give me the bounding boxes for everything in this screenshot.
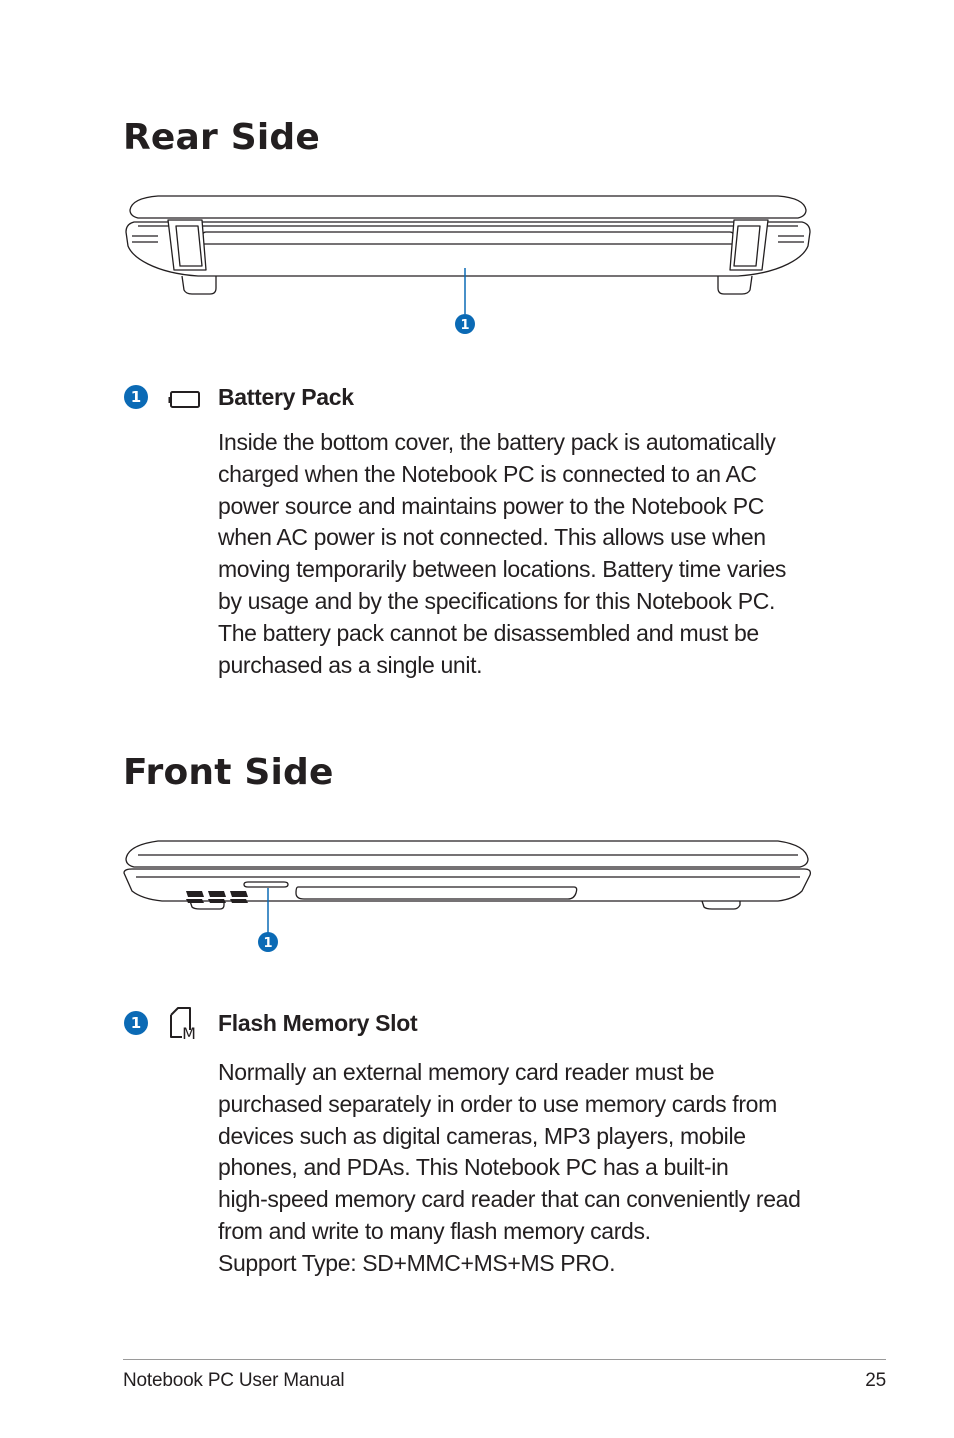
battery-pack-title: Battery Pack bbox=[218, 384, 354, 410]
rear-side-title: Rear Side bbox=[123, 117, 320, 158]
flash-memory-slot-title: Flash Memory Slot bbox=[218, 1010, 418, 1036]
description-line: purchased separately in order to use memory cards from bbox=[218, 1090, 777, 1117]
front-side-title: Front Side bbox=[123, 752, 334, 793]
description-line: high-speed memory card reader that can conveniently read bbox=[218, 1186, 801, 1213]
description-line: power source and maintains power to the Notebook PC bbox=[218, 492, 764, 519]
battery-icon bbox=[168, 388, 202, 410]
memory-card-icon bbox=[168, 1006, 200, 1040]
footer-manual-title: Notebook PC User Manual bbox=[123, 1370, 345, 1391]
description-line: charged when the Notebook PC is connected to an AC bbox=[218, 460, 757, 487]
notebook-front-illustration bbox=[118, 835, 818, 960]
description-line: The battery pack cannot be disassembled and must be bbox=[218, 619, 759, 646]
description-line: when AC power is not connected. This allows use when bbox=[218, 524, 766, 551]
footer-divider bbox=[123, 1359, 886, 1360]
notebook-rear-illustration bbox=[118, 190, 818, 340]
footer-page-number: 25 bbox=[865, 1370, 886, 1391]
description-line: purchased as a single unit. bbox=[218, 651, 483, 678]
description-line: Normally an external memory card reader must be bbox=[218, 1059, 715, 1085]
rear-callout-number: 1 bbox=[460, 318, 470, 333]
flash-callout-badge: 1 bbox=[124, 1011, 148, 1035]
description-line: devices such as digital cameras, MP3 players, mobile bbox=[218, 1122, 746, 1149]
description-line: moving temporarily between locations. Battery time varies bbox=[218, 556, 787, 583]
description-line: from and write to many flash memory cards. bbox=[218, 1217, 651, 1244]
description-line: Support Type: SD+MMC+MS+MS PRO. bbox=[218, 1249, 616, 1276]
svg-text:M: M bbox=[182, 1024, 196, 1040]
front-callout-number: 1 bbox=[263, 936, 273, 951]
description-line: phones, and PDAs. This Notebook PC has a built-in bbox=[218, 1154, 729, 1181]
battery-pack-description bbox=[218, 427, 850, 681]
description-line: by usage and by the specifications for this Notebook PC. bbox=[218, 587, 776, 614]
flash-memory-slot-description bbox=[218, 1057, 850, 1280]
battery-callout-badge: 1 bbox=[124, 385, 148, 409]
description-line: Inside the bottom cover, the battery pack is automatically bbox=[218, 429, 776, 455]
